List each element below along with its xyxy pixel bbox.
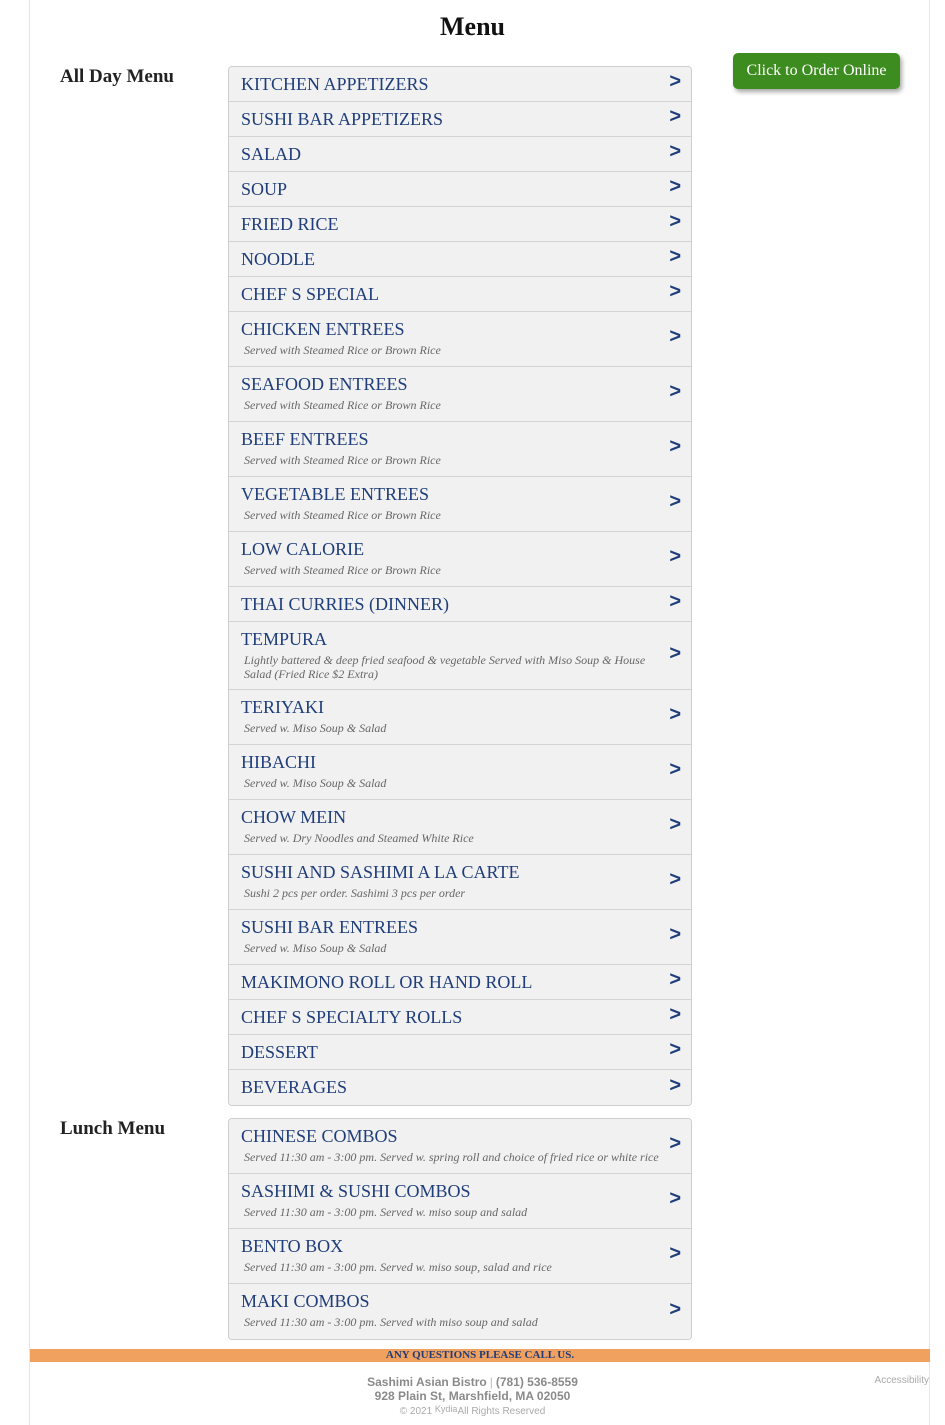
menu-row-note: Served 11:30 am - 3:00 pm. Served w. spring roll and choice of fried rice or white rice [244, 1150, 659, 1164]
chevron-right-icon: > [669, 70, 681, 93]
menu-row[interactable] [229, 855, 691, 910]
chevron-right-icon: > [669, 590, 681, 613]
brand-link[interactable]: Kydia [434, 1404, 458, 1414]
chevron-right-icon: > [669, 1242, 681, 1265]
menu-row-note: Served 11:30 am - 3:00 pm. Served w. miso soup, salad and rice [244, 1260, 552, 1274]
page-title: Menu [440, 12, 505, 41]
menu-row[interactable] [229, 67, 691, 102]
all-day-menu-heading: All Day Menu [60, 66, 174, 87]
menu-row[interactable] [229, 172, 691, 207]
menu-row-note: Served w. Miso Soup & Salad [244, 941, 387, 955]
chevron-right-icon: > [669, 210, 681, 233]
menu-row-label: LOW CALORIE [241, 539, 365, 559]
menu-row[interactable] [229, 1070, 691, 1105]
menu-row-label: CHEF S SPECIAL [241, 284, 380, 304]
menu-row-label: MAKIMONO ROLL OR HAND ROLL [241, 972, 533, 992]
menu-row-note: Lightly battered & deep fried seafood & vegetable Served with Miso Soup & House Salad (Fried Rice $2 Extra) [244, 653, 646, 681]
menu-row-label: CHINESE COMBOS [241, 1126, 398, 1146]
chevron-right-icon: > [669, 140, 681, 163]
menu-row-label: CHEF S SPECIALTY ROLLS [241, 1007, 463, 1027]
menu-row-note: Served with Steamed Rice or Brown Rice [244, 453, 441, 467]
menu-row[interactable] [229, 690, 691, 745]
menu-row-label: SOUP [241, 179, 288, 199]
menu-row[interactable] [229, 367, 691, 422]
menu-row-note: Served with Steamed Rice or Brown Rice [244, 508, 441, 522]
menu-row-label: SEAFOOD ENTREES [241, 374, 408, 394]
chevron-right-icon: > [669, 1074, 681, 1097]
menu-row-label: SUSHI BAR ENTREES [241, 917, 419, 937]
menu-row-label: VEGETABLE ENTREES [241, 484, 430, 504]
menu-row-label: SUSHI AND SASHIMI A LA CARTE [241, 862, 520, 882]
menu-row[interactable] [229, 137, 691, 172]
menu-row-label: SALAD [241, 144, 302, 164]
chevron-right-icon: > [669, 380, 681, 403]
menu-row[interactable] [229, 965, 691, 1000]
chevron-right-icon: > [669, 1003, 681, 1026]
rights-text: All Rights Reserved [457, 1406, 546, 1417]
footer-contact-line [0, 1375, 945, 1389]
menu-row[interactable] [229, 622, 691, 690]
chevron-right-icon: > [669, 1038, 681, 1061]
order-online-button[interactable]: Click to Order Online [733, 53, 900, 89]
menu-row[interactable] [229, 745, 691, 800]
menu-row[interactable] [229, 587, 691, 622]
chevron-right-icon: > [669, 245, 681, 268]
business-name: Sashimi Asian Bistro [367, 1375, 487, 1389]
chevron-right-icon: > [669, 490, 681, 513]
menu-row-label: MAKI COMBOS [241, 1291, 370, 1311]
footer-banner: ANY QUESTIONS PLEASE CALL US. [30, 1349, 930, 1362]
chevron-right-icon: > [669, 175, 681, 198]
menu-row[interactable] [229, 1035, 691, 1070]
accessibility-link[interactable]: Accessibility [874, 1375, 929, 1386]
menu-row-label: THAI CURRIES (DINNER) [241, 594, 449, 614]
chevron-right-icon: > [669, 758, 681, 781]
chevron-right-icon: > [669, 545, 681, 568]
menu-row-label: CHICKEN ENTREES [241, 319, 405, 339]
menu-row-note: Sushi 2 pcs per order. Sashimi 3 pcs per order [244, 886, 466, 900]
menu-row-label: BEEF ENTREES [241, 429, 369, 449]
chevron-right-icon: > [669, 1132, 681, 1155]
footer-address: 928 Plain St, Marshfield, MA 02050 [374, 1389, 571, 1403]
chevron-right-icon: > [669, 968, 681, 991]
menu-row-label: BEVERAGES [241, 1077, 348, 1097]
menu-row-note: Served w. Miso Soup & Salad [244, 776, 387, 790]
menu-row[interactable] [229, 102, 691, 137]
chevron-right-icon: > [669, 105, 681, 128]
menu-row[interactable] [229, 910, 691, 965]
menu-row-label: KITCHEN APPETIZERS [241, 74, 429, 94]
menu-row[interactable] [229, 1174, 691, 1229]
menu-row[interactable] [229, 800, 691, 855]
menu-row[interactable] [229, 477, 691, 532]
menu-row[interactable] [229, 312, 691, 367]
menu-row[interactable] [229, 532, 691, 587]
menu-row-label: TEMPURA [241, 629, 328, 649]
menu-row[interactable] [229, 277, 691, 312]
chevron-right-icon: > [669, 642, 681, 665]
chevron-right-icon: > [669, 868, 681, 891]
chevron-right-icon: > [669, 280, 681, 303]
footer-separator: | [489, 1375, 493, 1389]
menu-row-label: SASHIMI & SUSHI COMBOS [241, 1181, 471, 1201]
chevron-right-icon: > [669, 1298, 681, 1321]
chevron-right-icon: > [669, 1187, 681, 1210]
menu-row-label: TERIYAKI [241, 697, 324, 717]
menu-row-label: HIBACHI [241, 752, 316, 772]
menu-row[interactable] [229, 1000, 691, 1035]
lunch-menu-list [228, 1118, 692, 1340]
menu-row-note: Served w. Miso Soup & Salad [244, 721, 387, 735]
phone-link[interactable]: (781) 536-8559 [495, 1375, 578, 1389]
menu-row-label: FRIED RICE [241, 214, 339, 234]
lunch-menu-heading: Lunch Menu [60, 1118, 166, 1139]
menu-row[interactable] [229, 422, 691, 477]
menu-row-label: DESSERT [241, 1042, 318, 1062]
all-day-menu-list [228, 66, 692, 1106]
chevron-right-icon: > [669, 923, 681, 946]
menu-row[interactable] [229, 1229, 691, 1284]
menu-row[interactable] [229, 1119, 691, 1174]
menu-row-note: Served with Steamed Rice or Brown Rice [244, 343, 441, 357]
copyright-year: © 2021 [399, 1406, 433, 1417]
menu-row-label: SUSHI BAR APPETIZERS [241, 109, 444, 129]
menu-row[interactable] [229, 207, 691, 242]
chevron-right-icon: > [669, 813, 681, 836]
chevron-right-icon: > [669, 703, 681, 726]
menu-row-note: Served 11:30 am - 3:00 pm. Served with miso soup and salad [244, 1315, 538, 1329]
menu-row-note: Served 11:30 am - 3:00 pm. Served w. miso soup and salad [244, 1205, 528, 1219]
menu-row-label: NOODLE [241, 249, 315, 269]
menu-row[interactable] [229, 1284, 691, 1339]
menu-row-note: Served with Steamed Rice or Brown Rice [244, 563, 441, 577]
menu-row-note: Served w. Dry Noodles and Steamed White Rice [244, 831, 474, 845]
chevron-right-icon: > [669, 325, 681, 348]
menu-row-label: BENTO BOX [241, 1236, 344, 1256]
chevron-right-icon: > [669, 435, 681, 458]
menu-row-note: Served with Steamed Rice or Brown Rice [244, 398, 441, 412]
menu-row[interactable] [229, 242, 691, 277]
copyright-line [0, 1406, 945, 1417]
menu-row-label: CHOW MEIN [241, 807, 347, 827]
